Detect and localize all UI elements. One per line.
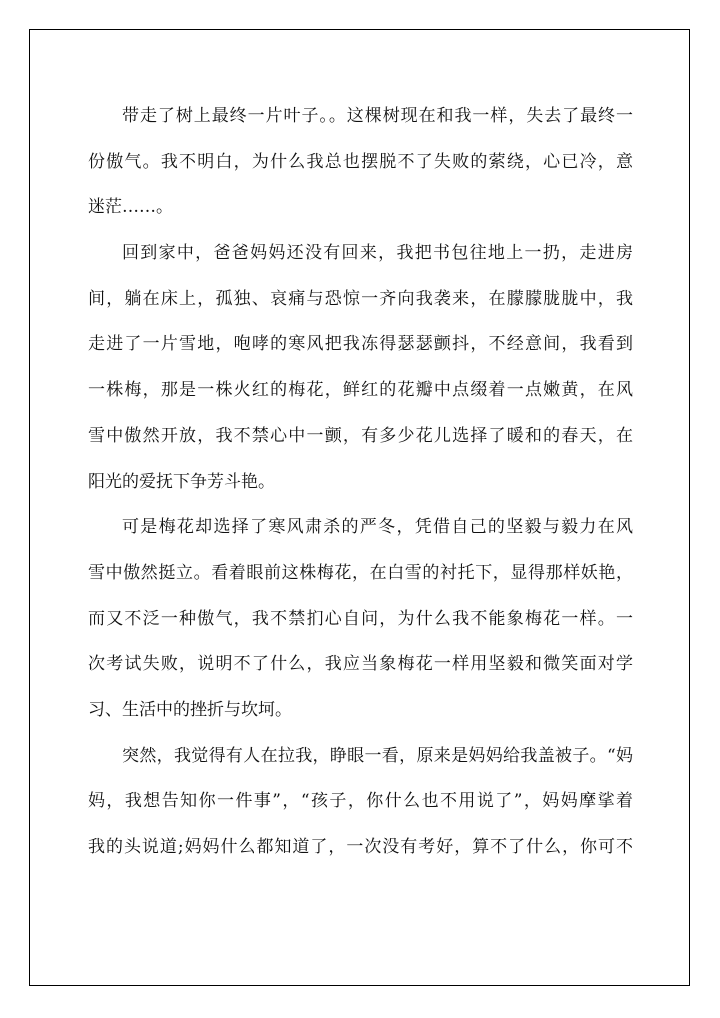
- text-line: 可是梅花却选择了寒风肃杀的严冬，凭借自己的坚毅与毅力在风: [122, 517, 633, 538]
- text-line: 突然，我觉得有人在拉我，睁眼一看，原来是妈妈给我盖被子。“妈: [122, 745, 633, 766]
- text-line: 间，躺在床上，孤独、哀痛与恐惊一齐向我袭来，在朦朦胧胧中，我: [88, 288, 633, 309]
- text-line: 雪中傲然开放，我不禁心中一颤，有多少花儿选择了暖和的春天，在: [88, 425, 633, 446]
- text-line: 雪中傲然挺立。看着眼前这株梅花，在白雪的衬托下，显得那样妖艳，: [88, 562, 633, 583]
- paragraph: [88, 94, 633, 231]
- paragraph: [88, 505, 633, 733]
- text-line: 回到家中，爸爸妈妈还没有回来，我把书包往地上一扔，走进房: [122, 243, 633, 264]
- text-line: 份傲气。我不明白，为什么我总也摆脱不了失败的萦绕，心已冷，意: [88, 151, 633, 172]
- text-line: 习、生活中的挫折与坎坷。: [88, 699, 292, 720]
- document-body: [88, 94, 633, 871]
- paragraph: [88, 734, 633, 871]
- text-line: 走进了一片雪地，咆哮的寒风把我冻得瑟瑟颤抖，不经意间，我看到: [88, 334, 633, 355]
- text-line: 妈，我想告知你一件事”，“孩子，你什么也不用说了”，妈妈摩挲着: [88, 791, 633, 812]
- text-line: 次考试失败，说明不了什么，我应当象梅花一样用坚毅和微笑面对学: [88, 654, 633, 675]
- text-line: 而又不泛一种傲气，我不禁扪心自问，为什么我不能象梅花一样。一: [88, 608, 633, 629]
- text-line: 阳光的爱抚下争芳斗艳。: [88, 471, 275, 492]
- text-line: 一株梅，那是一株火红的梅花，鲜红的花瓣中点缀着一点嫩黄，在风: [88, 380, 633, 401]
- text-line: 我的头说道;妈妈什么都知道了，一次没有考好，算不了什么，你可不: [88, 837, 633, 857]
- text-line: 带走了树上最终一片叶子。。这棵树现在和我一样，失去了最终一: [122, 106, 633, 126]
- paragraph: [88, 231, 633, 505]
- text-line: 迷茫……。: [88, 197, 173, 218]
